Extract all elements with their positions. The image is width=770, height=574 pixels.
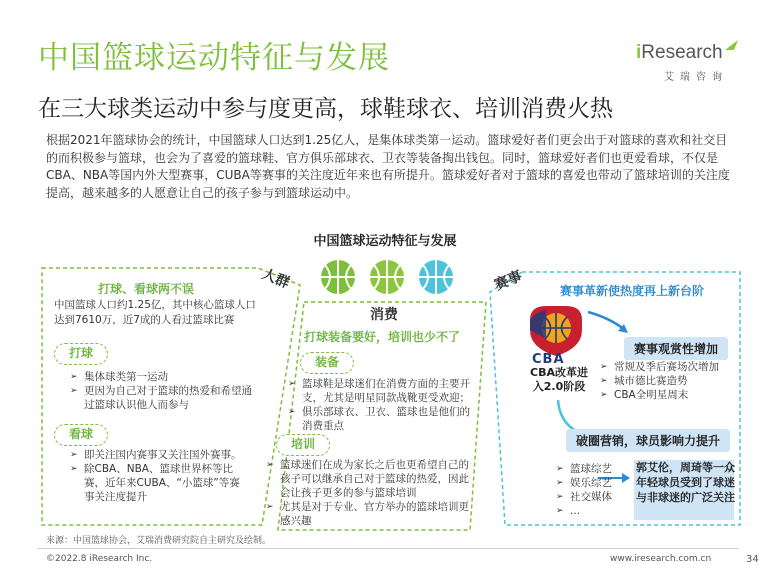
basketball-teal-icon — [417, 258, 455, 296]
footer-divider — [38, 548, 738, 549]
basketball-green-icon-2 — [368, 258, 406, 296]
watch-tag: 看球 — [54, 424, 108, 446]
training-list — [266, 458, 476, 528]
watch-quality-item: ➢ CBA全明星周末 — [600, 388, 740, 402]
watch-item: ➢ 除CBA、NBA、篮球世界杯等比赛，近年来CUBA、“小篮球”等赛事关注度提升 — [70, 462, 250, 504]
arrow-to-watch — [588, 312, 625, 330]
watch-item: ➢ 即关注国内赛事又关注国外赛事。 — [70, 448, 250, 462]
breakout-head: 破圈营销，球员影响力提升 — [566, 429, 730, 452]
page-number: 34 — [746, 554, 759, 565]
people-headline: 打球、看球两不误 — [98, 282, 195, 296]
variety-item: ➢ 娱乐综艺 — [556, 476, 626, 490]
basketball-green-icon-1 — [319, 258, 357, 296]
gear-item: ➢ 篮球鞋是球迷们在消费方面的主要开支，尤其是明星同款战靴更受欢迎； — [288, 377, 478, 405]
gear-list — [288, 377, 478, 433]
training-item: ➢ 篮球迷们在成为家长之后也更希望自己的孩子可以继承自己对于篮球的热爱，因此会让孩子更多的参与篮球培训 — [266, 458, 476, 500]
watch-quality-item: ➢ 城市德比赛造势 — [600, 374, 740, 388]
play-item: ➢ 集体球类第一运动 — [70, 370, 260, 384]
variety-item: ➢ ... — [556, 504, 626, 518]
impact-text: 郭艾伦，周琦等一众年轻球员受到了球迷与非球迷的广泛关注 — [636, 461, 735, 504]
variety-item: ➢ 篮球综艺 — [556, 462, 626, 476]
watch-quality-list — [600, 360, 740, 402]
diagram-heading: 中国篮球运动特征与发展 — [313, 234, 457, 249]
consumption-label: 消费 — [370, 307, 398, 323]
play-tag: 打球 — [54, 343, 108, 365]
people-label: 人群 — [259, 266, 292, 292]
people-stat: 中国篮球人口约1.25亿，其中核心篮球人口达到7610万，近7成的人看过篮球比赛 — [54, 299, 256, 326]
gear-item: ➢ 俱乐部球衣、卫衣、篮球也是他们的消费重点 — [288, 405, 478, 433]
events-headline: 赛事革新使热度再上新台阶 — [560, 284, 705, 298]
footer-url: www.iresearch.com.cn — [610, 554, 712, 564]
intro-paragraph: 根据2021年篮球协会的统计，中国篮球人口达到1.25亿人，是集体球类第一运动。篮球爱好者们更会出于对篮球的喜欢和社交目的而积极参与篮球，也会为了喜爱的篮球鞋、官方俱乐部球衣、卫衣等装备掏出钱包。同时，篮球爱好者们也更爱看球，不仅是CBA、NBA等国内外大型赛事，CUBA等赛事的关注度近年来也有所提升。篮球爱好者对于篮球的喜爱也带动了篮球培训的关注度提高，越来越多的人愿意让自己的孩子参与到篮球运动中。 — [46, 133, 730, 200]
training-tag: 培训 — [276, 434, 330, 456]
cba-logo-text: CBA — [532, 352, 565, 367]
variety-item: ➢ 社交媒体 — [556, 490, 626, 504]
watch-quality-head: 赛事观赏性增加 — [624, 337, 728, 360]
cba-logo-icon — [530, 306, 582, 356]
play-item: ➢ 更因为自己对于篮球的热爱和希望通过篮球认识他人而参与 — [70, 384, 260, 412]
source-note: 来源：中国篮球协会，艾瑞消费研究院自主研究及绘制。 — [46, 536, 272, 546]
copyright: ©2022.8 iResearch Inc. — [46, 554, 153, 564]
logo-brand: iResearch — [636, 42, 723, 63]
gear-tag: 装备 — [300, 352, 354, 374]
play-list — [70, 370, 260, 412]
events-label: 赛事 — [492, 268, 525, 294]
logo-cn: 艾瑞咨询 — [664, 72, 728, 83]
page-title: 中国篮球运动特征与发展 — [38, 40, 390, 76]
page-subtitle: 在三大球类运动中参与度更高，球鞋球衣、培训消费火热 — [38, 96, 613, 122]
watch-quality-item: ➢ 常规及季后赛场次增加 — [600, 360, 740, 374]
cba-note: CBA改革进入2.0阶段 — [530, 366, 588, 393]
variety-list — [556, 462, 626, 518]
watch-list — [70, 448, 250, 504]
training-item: ➢ 尤其是对于专业、官方举办的篮球培训更感兴趣 — [266, 500, 476, 528]
consumption-headline: 打球装备要好，培训也少不了 — [304, 330, 461, 344]
